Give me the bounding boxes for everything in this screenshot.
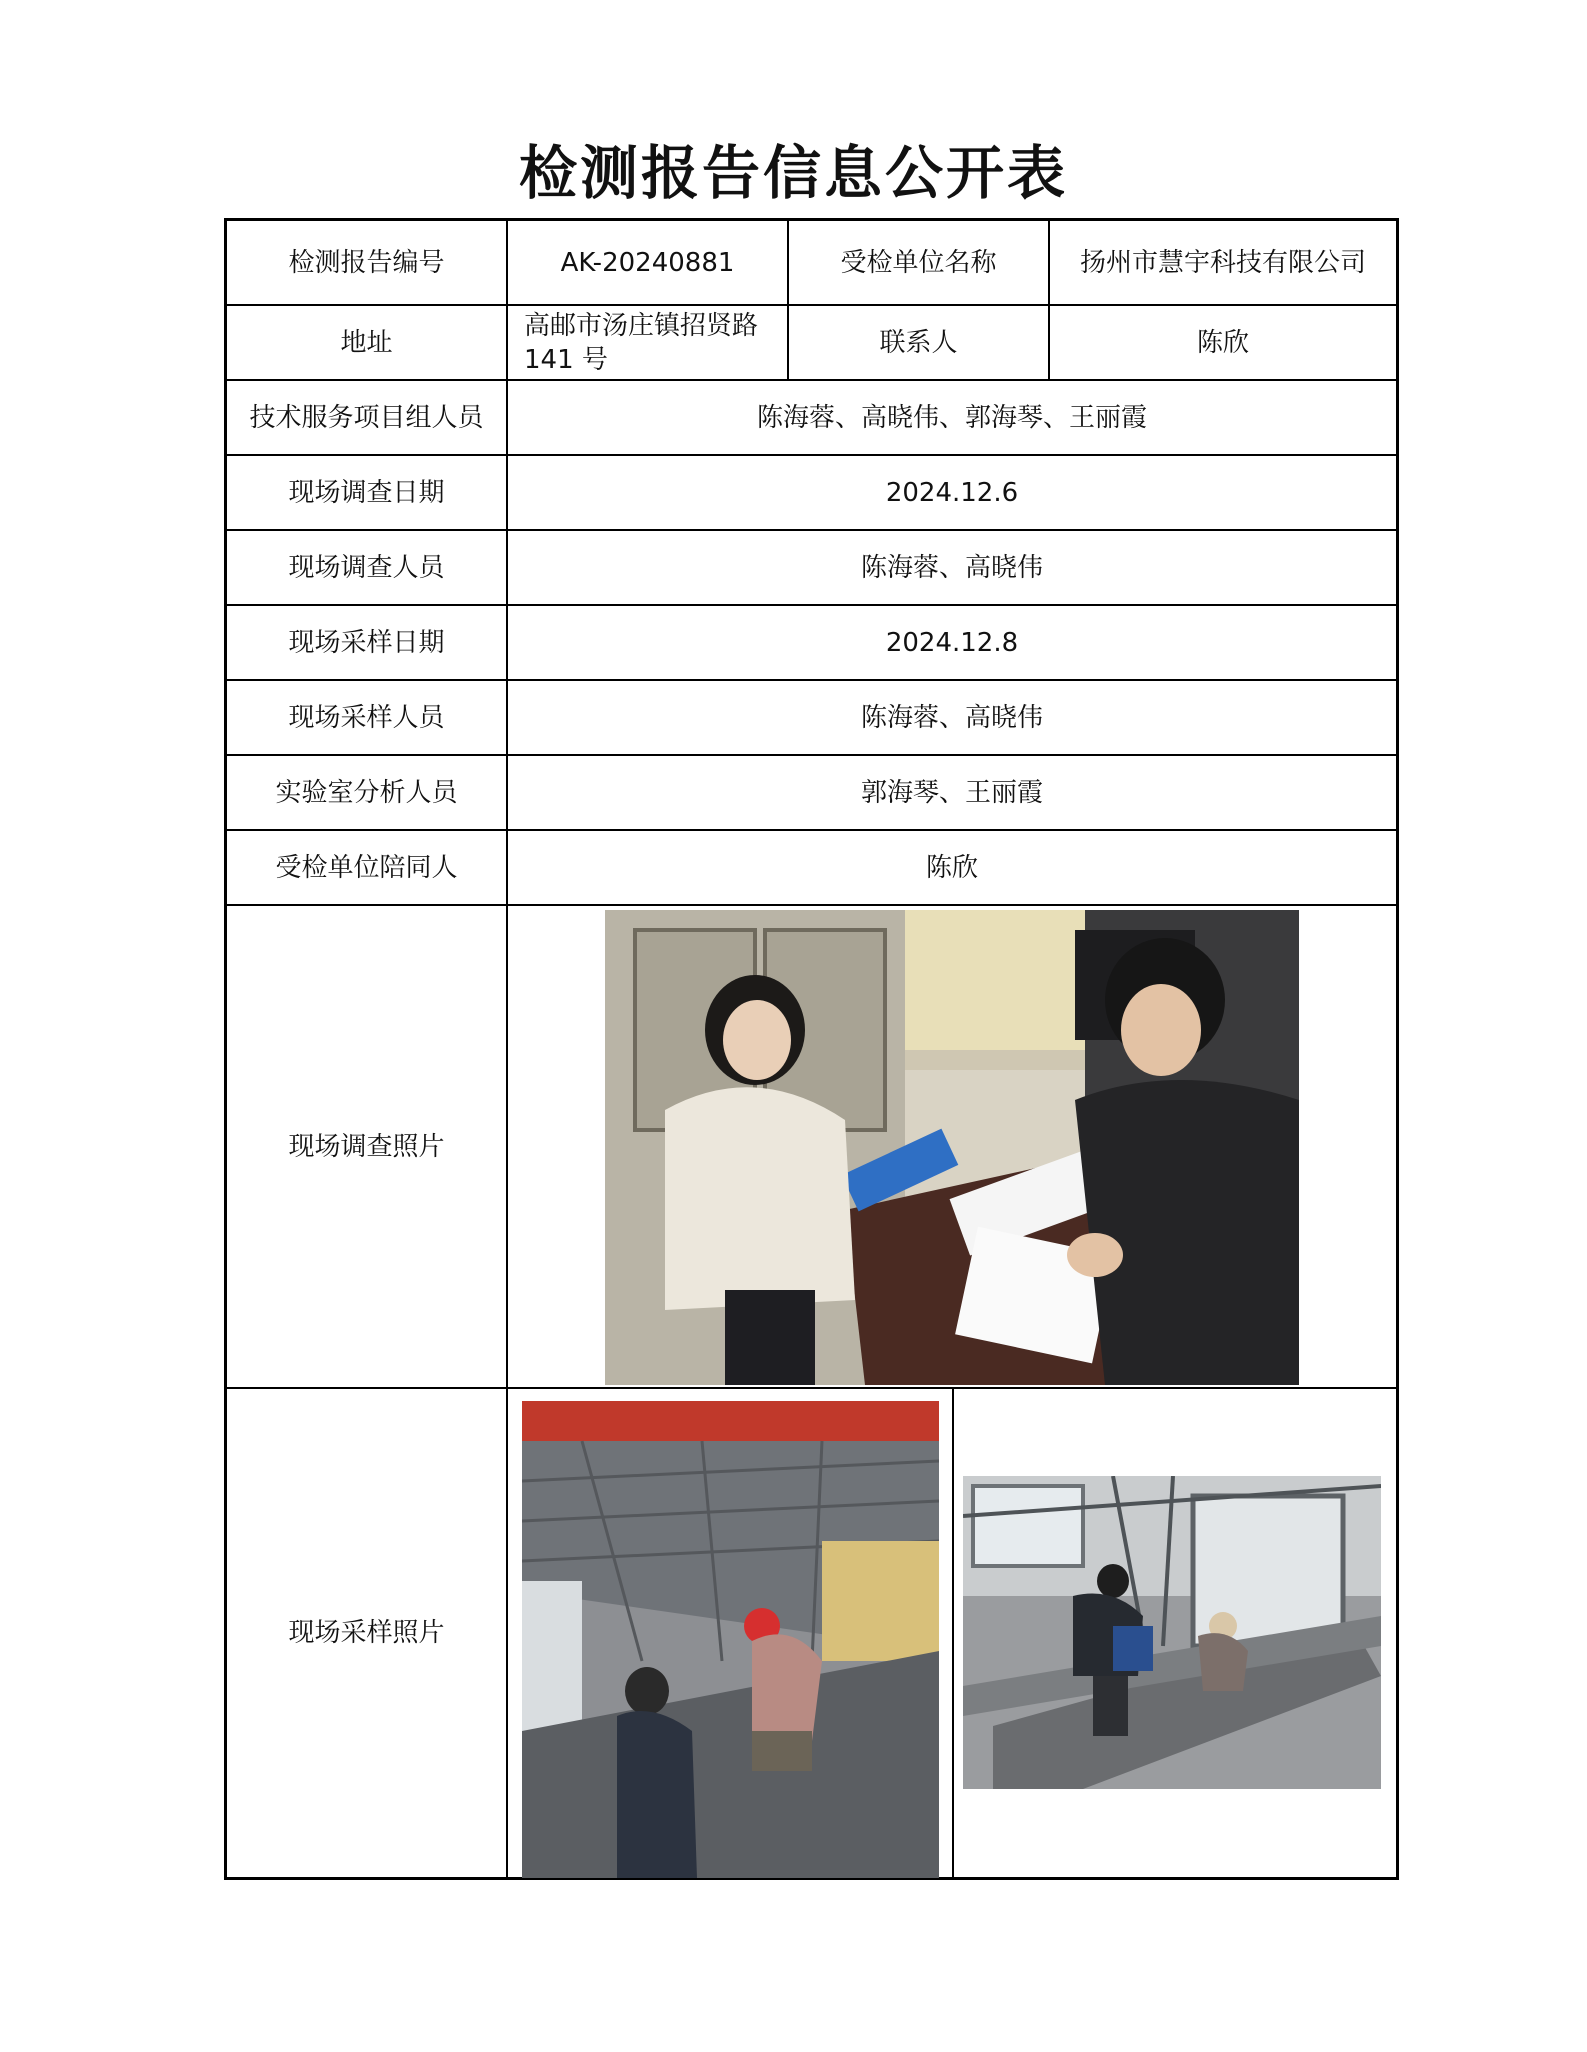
survey-photo-label: 现场调查照片: [288, 1131, 445, 1162]
survey-staff-value: 陈海蓉、高晓伟: [860, 552, 1043, 583]
info-table: [224, 218, 1399, 1880]
escort-value: 陈欣: [925, 852, 978, 883]
contact-value: 陈欣: [1196, 327, 1249, 358]
lab-staff-value: 郭海琴、王丽霞: [860, 777, 1043, 808]
survey-photo: [605, 910, 1299, 1385]
inspected-unit-value: 扬州市慧宇科技有限公司: [1079, 247, 1366, 278]
sampling-photo-1: [522, 1401, 939, 1878]
address-label: 地址: [340, 327, 393, 358]
escort-label: 受检单位陪同人: [275, 852, 458, 883]
sampling-date-value: 2024.12.8: [885, 627, 1019, 658]
report-no-label: 检测报告编号: [288, 247, 445, 278]
sampling-staff-label: 现场采样人员: [288, 702, 445, 733]
team-label: 技术服务项目组人员: [249, 402, 484, 433]
page-title: 检测报告信息公开表: [518, 139, 1068, 207]
team-value: 陈海蓉、高晓伟、郭海琴、王丽霞: [756, 402, 1147, 433]
sampling-date-label: 现场采样日期: [288, 627, 445, 658]
address-value: 高邮市汤庄镇招贤路 141 号: [524, 310, 759, 375]
survey-date-value: 2024.12.6: [885, 477, 1019, 508]
survey-date-label: 现场调查日期: [288, 477, 445, 508]
contact-label: 联系人: [879, 327, 958, 358]
inspected-unit-label: 受检单位名称: [840, 247, 997, 278]
survey-staff-label: 现场调查人员: [288, 552, 445, 583]
report-no-value: AK-20240881: [560, 247, 735, 278]
sampling-photo-label: 现场采样照片: [288, 1618, 445, 1648]
sampling-photo-2: [963, 1476, 1381, 1789]
sampling-staff-value: 陈海蓉、高晓伟: [860, 702, 1043, 733]
lab-staff-label: 实验室分析人员: [275, 777, 458, 808]
